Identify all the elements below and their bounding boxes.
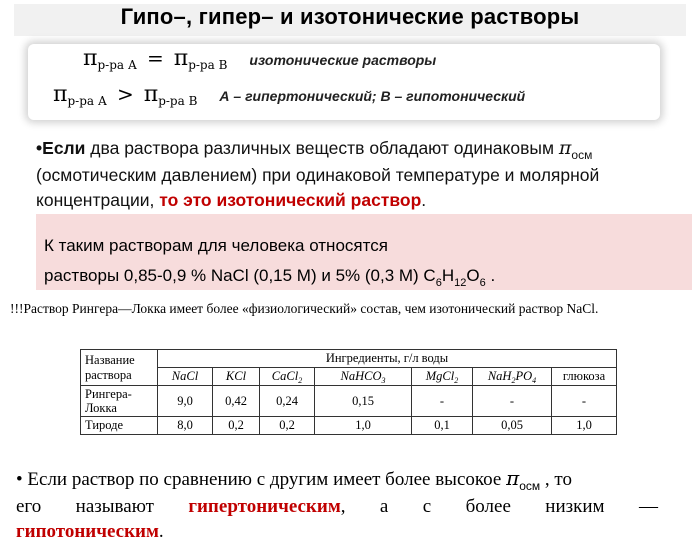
pink-line-2-end: . (485, 266, 496, 285)
formula-subscript: р-ра В (188, 58, 228, 72)
bottom-line-2 (16, 494, 658, 519)
row-name: Рингера-Локка (81, 386, 158, 417)
table-cell: 0,15 (315, 386, 412, 417)
table-cell: 0,05 (473, 417, 552, 435)
page-title: Гипо–, гипер– и изотонические растворы (120, 4, 580, 29)
osm-subscript: осм (571, 148, 593, 162)
word: с (422, 496, 432, 517)
pi-symbol: π (83, 46, 98, 71)
hyper-hypo-definition (16, 466, 658, 544)
row-name: Тироде (81, 417, 158, 435)
hypertonic-word: гипертоническим, (188, 496, 346, 517)
bullet: • (16, 469, 23, 490)
table-cell: 9,0 (158, 386, 213, 417)
header-ingredients: Ингредиенты, г/л воды (158, 350, 617, 368)
bullet: • (36, 138, 43, 158)
table-cell: 0,2 (260, 417, 315, 435)
word: более (465, 496, 511, 517)
formula-box (28, 44, 660, 120)
dash: — (638, 496, 658, 517)
equals-sign: = (146, 46, 164, 70)
table-cell: 0,2 (213, 417, 260, 435)
col-mgcl2: MgCl$_2$ (412, 368, 473, 386)
header-solution-name: Название раствора (81, 350, 158, 386)
word: а (379, 496, 389, 517)
pi-symbol: π (53, 82, 68, 107)
table-row (81, 386, 617, 417)
hypotonic-word: гипотоническим (16, 521, 159, 542)
col-nahco3: NaHCO$_3$ (315, 368, 412, 386)
word: его (16, 496, 42, 517)
col-kcl: KCl (213, 368, 260, 386)
para-end: . (421, 190, 427, 210)
formula-subscript: р-ра А (97, 58, 137, 72)
table-header-row (81, 350, 617, 368)
ringer-note: !!!Раствор Рингера—Локка имеет более «физиологический» состав, чем изотонический раствор NaCl. (10, 301, 599, 316)
table-cell: 8,0 (158, 417, 213, 435)
table-cell: - (552, 386, 617, 417)
pi-symbol: π (558, 137, 572, 159)
table-cell: 1,0 (315, 417, 412, 435)
ingredients-table (80, 349, 617, 435)
table-cell: - (412, 386, 473, 417)
table-cell: 1,0 (552, 417, 617, 435)
pi-symbol: π (506, 466, 520, 490)
pink-line-2 (44, 266, 496, 289)
formula-row-hyper-hypo (53, 82, 525, 107)
col-nah2po4: $NaH_2PO_4$ (473, 368, 552, 386)
pi-symbol: π (173, 46, 189, 71)
osm-subscript: осм (519, 479, 541, 493)
if-word: Если (42, 138, 86, 158)
table-cell: - (473, 386, 552, 417)
word: низким (545, 496, 605, 517)
chem-symbol: O (466, 266, 480, 285)
greater-than-sign: > (116, 82, 134, 106)
chem-symbol: H (441, 266, 455, 285)
isotonic-highlight: то это изотонический раствор (159, 190, 422, 210)
bottom-text-1: Если раствор по сравнению с другим имеет более высокое (22, 469, 507, 490)
word: называют (75, 496, 154, 517)
formula-row-isotonic (83, 46, 436, 71)
bottom-line-1 (16, 466, 658, 494)
table-cell: 0,42 (213, 386, 260, 417)
table-cell: 0,24 (260, 386, 315, 417)
para-text-1: два раствора различных веществ обладают одинаковым (85, 138, 559, 158)
col-glucose: глюкоза (552, 368, 617, 386)
table-subheader-row (81, 368, 617, 386)
formula-subscript: р-ра А (67, 94, 107, 108)
bottom-text-2: , то (540, 469, 572, 490)
label-hyper-hypo: А – гипертонический; В – гипотонический (219, 88, 526, 104)
table-row (81, 417, 617, 435)
bottom-end: . (158, 521, 164, 542)
col-cacl2: CaCl$_2$ (260, 368, 315, 386)
pi-symbol: π (143, 82, 159, 107)
chem-subscript: 6 (479, 277, 486, 289)
chem-subscript: 12 (454, 277, 467, 289)
isotonic-definition (36, 136, 672, 213)
table-cell: 0,1 (412, 417, 473, 435)
bottom-line-3 (16, 519, 658, 544)
col-nacl: NaCl (158, 368, 213, 386)
pink-line-2-text: растворы 0,85-0,9 % NaCl (0,15 М) и 5% (0,3 М) C (44, 266, 436, 285)
pink-line-1: К таким растворам для человека относятся (44, 236, 388, 255)
label-isotonic: изотонические растворы (249, 52, 437, 68)
para-text-2: (осмотическим давлением) при одинаковой температуре и молярной концентрации, (36, 165, 600, 210)
chem-subscript: 6 (435, 277, 442, 289)
formula-subscript: р-ра В (158, 94, 198, 108)
